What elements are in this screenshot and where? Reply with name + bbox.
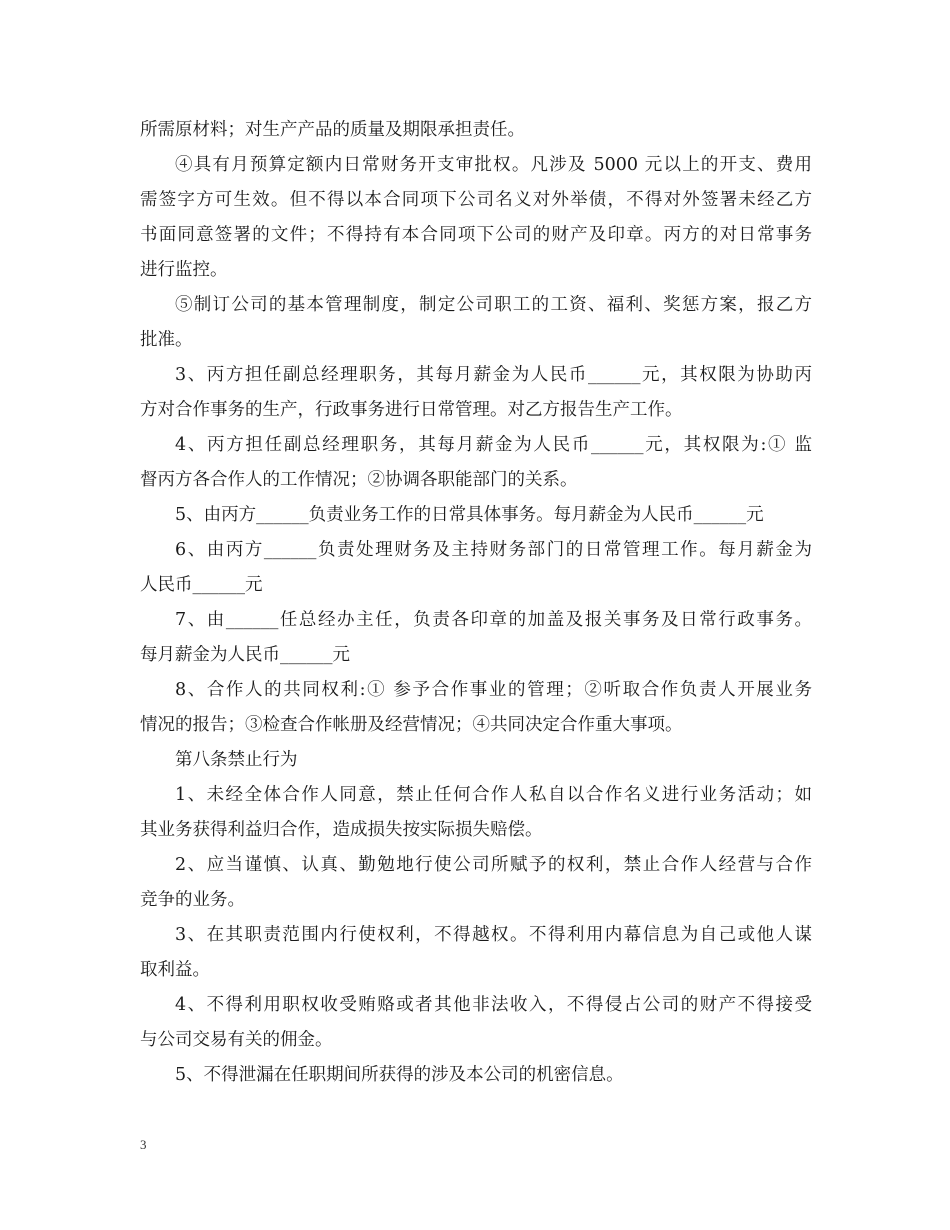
text-line: 7、由______任总经办主任，负责各印章的加盖及报关事务及日常行政事务。 xyxy=(175,610,812,630)
text-line: 竞争的业务。 xyxy=(140,890,245,910)
text-line: 与公司交易有关的佣金。 xyxy=(140,1030,333,1050)
text-line: 其业务获得利益归合作，造成损失按实际损失赔偿。 xyxy=(140,820,543,840)
text-line: 情况的报告；③检查合作帐册及经营情况；④共同决定合作重大事项。 xyxy=(140,715,683,735)
text-line: 3、丙方担任副总经理职务，其每月薪金为人民币______元，其权限为协助丙 xyxy=(175,365,812,385)
text-line: 进行监控。 xyxy=(140,260,228,280)
text-line: 方对合作事务的生产，行政事务进行日常管理。对乙方报告生产工作。 xyxy=(140,400,683,420)
text-line: 6、由丙方______负责处理财务及主持财务部门的日常管理工作。每月薪金为 xyxy=(175,540,812,560)
text-line: 书面同意签署的文件；不得持有本合同项下公司的财产及印章。丙方的对日常事务 xyxy=(140,225,812,245)
text-line: 2、应当谨慎、认真、勤勉地行使公司所赋予的权利，禁止合作人经营与合作 xyxy=(175,855,812,875)
text-line: 5、不得泄漏在任职期间所获得的涉及本公司的机密信息。 xyxy=(175,1065,624,1085)
text-line: 1、未经全体合作人同意，禁止任何合作人私自以合作名义进行业务活动；如 xyxy=(175,785,812,805)
text-line: 4、丙方担任副总经理职务，其每月薪金为人民币______元，其权限为:① 监 xyxy=(175,435,812,455)
text-line: 4、不得利用职权收受贿赂或者其他非法收入，不得侵占公司的财产不得接受 xyxy=(175,995,812,1015)
text-line: ⑤制订公司的基本管理制度，制定公司职工的工资、福利、奖惩方案，报乙方 xyxy=(175,295,812,315)
text-line: 每月薪金为人民币______元 xyxy=(140,645,350,665)
text-line: ④具有月预算定额内日常财务开支审批权。凡涉及 5000 元以上的开支、费用 xyxy=(175,155,812,175)
page-number: 3 xyxy=(140,1137,147,1152)
text-line: 需签字方可生效。但不得以本合同项下公司名义对外举债，不得对外签署未经乙方 xyxy=(140,190,812,210)
text-line: 督丙方各合作人的工作情况；②协调各职能部门的关系。 xyxy=(140,470,578,490)
text-line: 5、由丙方______负责业务工作的日常具体事务。每月薪金为人民币______元 xyxy=(175,505,764,525)
text-line: 取利益。 xyxy=(140,960,210,980)
text-line: 人民币______元 xyxy=(140,575,263,595)
text-line: 8、合作人的共同权利:① 参予合作事业的管理；②听取合作负责人开展业务 xyxy=(175,680,812,700)
text-line: 第八条禁止行为 xyxy=(175,750,298,770)
text-line: 批准。 xyxy=(140,330,193,350)
text-line: 3、在其职责范围内行使权利，不得越权。不得利用内幕信息为自己或他人谋 xyxy=(175,925,812,945)
text-line: 所需原材料；对生产产品的质量及期限承担责任。 xyxy=(140,120,525,140)
document-body xyxy=(140,113,812,1093)
